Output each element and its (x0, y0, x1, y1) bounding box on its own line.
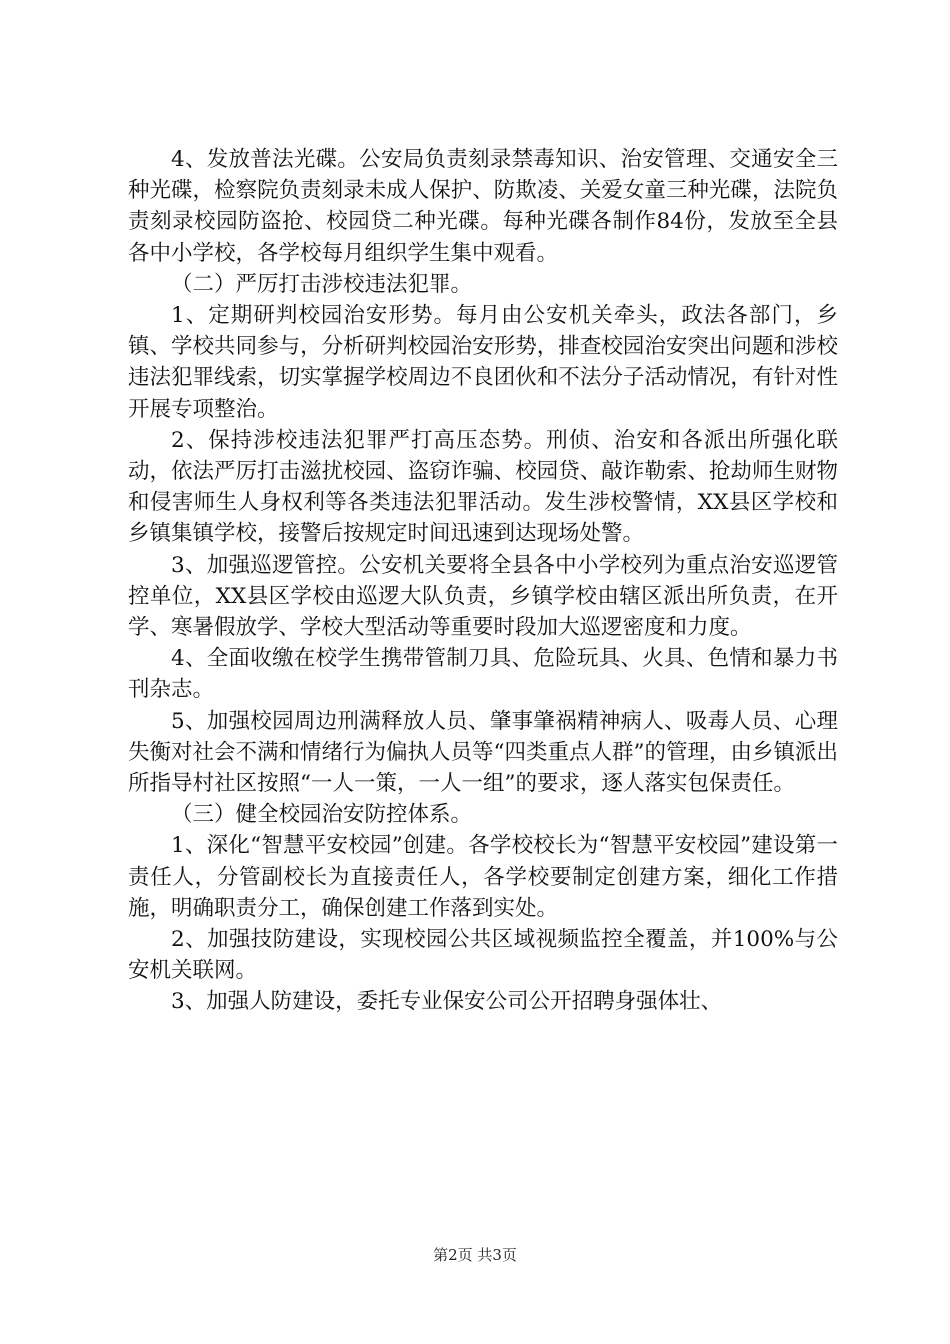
page-number: 第2页 (433, 1246, 473, 1264)
paragraph-tech-defense: 2、加强技防建设，实现校园公共区域视频监控全覆盖，并100%与公安机关联网。 (128, 927, 838, 984)
section-heading-prevention-system: （三）健全校园治安防控体系。 (171, 802, 473, 828)
paragraph-key-groups: 5、加强校园周边刑满释放人员、肇事肇祸精神病人、吸毒人员、心理失衡对社会不满和情绪行为偏执人员等“四类重点人群”的管理，由乡镇派出所指导村社区按照“一人一策，一人一组”的要求，逐人落实包保责任。 (128, 708, 838, 797)
page-total: 共3页 (477, 1246, 517, 1264)
paragraph-distribute-discs: 4、发放普法光碟。公安局负责刻录禁毒知识、治安管理、交通安全三种光碟，检察院负责刻录未成人保护、防欺凌、关爱女童三种光碟，法院负责刻录校园防盗抢、校园贷二种光碟。每种光碟各制作84份，发放至全县各中小学校，各学校每月组织学生集中观看。 (128, 147, 838, 266)
paragraph-strike-hard: 2、保持涉校违法犯罪严打高压态势。刑侦、治安和各派出所强化联动，依法严厉打击滋扰校园、盗窃诈骗、校园贷、敲诈勒索、抢劫师生财物和侵害师生人身权利等各类违法犯罪活动。发生涉校警情，XX县区学校和乡镇集镇学校，接警后按规定时间迅速到达现场处警。 (128, 427, 838, 547)
paragraph-patrol-control: 3、加强巡逻管控。公安机关要将全县各中小学校列为重点治安巡逻管控单位，XX县区学校由巡逻大队负责，乡镇学校由辖区派出所负责，在开学、寒暑假放学、学校大型活动等重要时段加大巡逻密度和力度。 (128, 552, 838, 641)
paragraph-smart-campus: 1、深化“智慧平安校园”创建。各学校校长为“智慧平安校园”建设第一责任人，分管副校长为直接责任人，各学校要制定创建方案，细化工作措施，明确职责分工，确保创建工作落到实处。 (128, 833, 838, 921)
document-body (128, 144, 838, 1018)
paragraph-personnel-defense: 3、加强人防建设，委托专业保安公司公开招聘身强体壮、 (171, 989, 723, 1015)
page-footer (0, 1244, 950, 1265)
paragraph-assess-security: 1、定期研判校园治安形势。每月由公安机关牵头，政法各部门，乡镇、学校共同参与，分析研判校园治安形势，排查校园治安突出问题和涉校违法犯罪线索，切实掌握学校周边不良团伙和不法分子活动情况，有针对性开展专项整治。 (128, 303, 838, 422)
section-heading-crackdown: （二）严厉打击涉校违法犯罪。 (171, 271, 473, 297)
paragraph-confiscate-items: 4、全面收缴在校学生携带管制刀具、危险玩具、火具、色情和暴力书刊杂志。 (128, 646, 838, 703)
